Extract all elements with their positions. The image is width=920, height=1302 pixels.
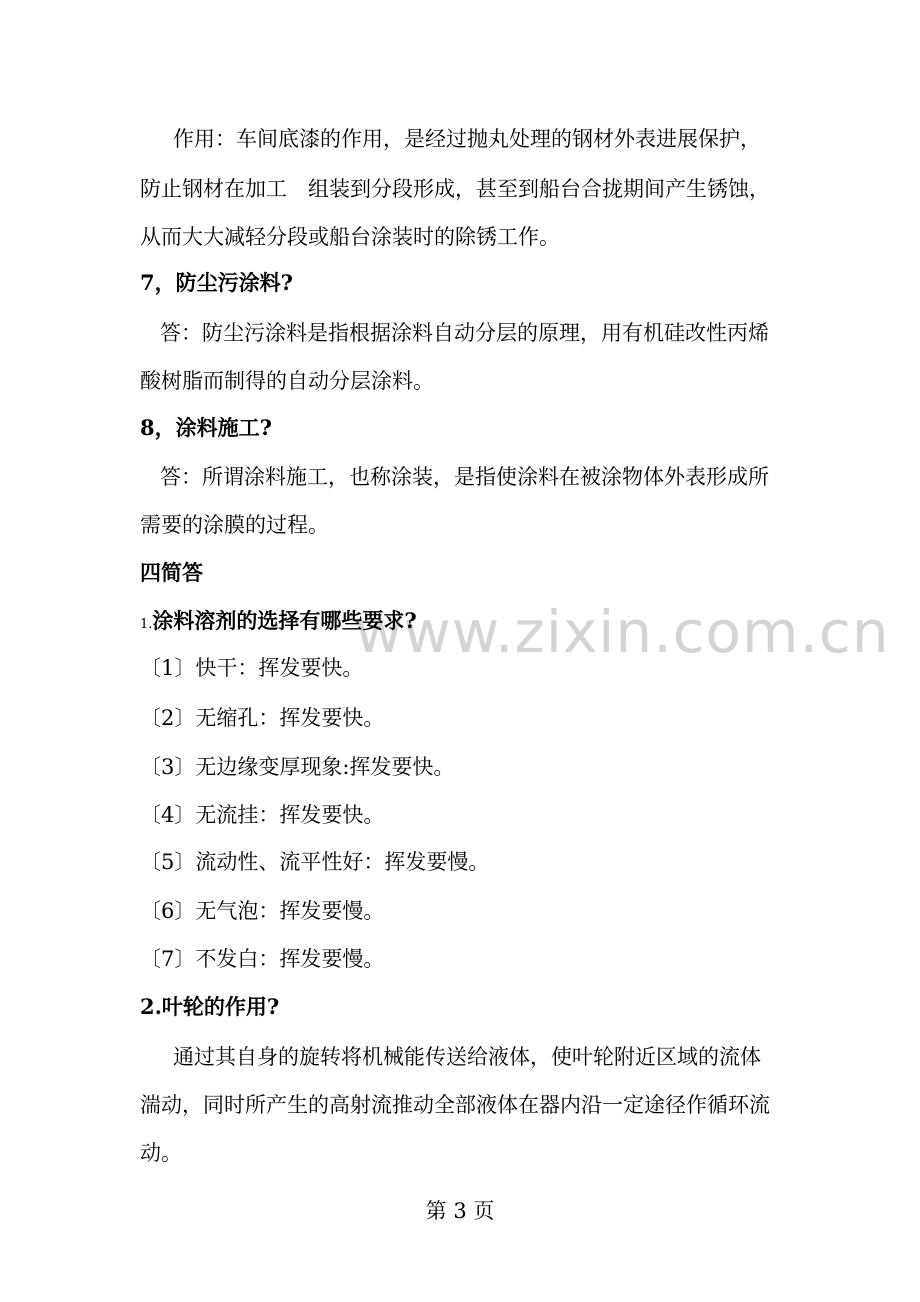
question-heading: 2.叶轮的作用? [140,994,280,1019]
list-item: 〔7〕不发白：挥发要慢。 [140,947,385,971]
question-heading: 8，涂料施工? [140,415,272,440]
page-number: 第 3 页 [425,1199,495,1223]
answer-line: 湍动，同时所产生的高射流推动全部液体在器内沿一定途径作循环流 [140,1093,770,1117]
list-item: 〔1〕快干：挥发要快。 [140,656,364,680]
paragraph-line: 防止钢材在加工 组装到分段形成，甚至到船台合拢期间产生锈蚀， [140,177,770,201]
question-heading: 7，防尘污涂料? [140,270,293,295]
answer-line: 通过其自身的旋转将机械能传送给液体，使叶轮附近区域的流体 [173,1045,761,1069]
answer-line: 答：所谓涂料施工，也称涂装，是指使涂料在被涂物体外表形成所 [160,465,769,489]
answer-line: 答：防尘污涂料是指根据涂料自动分层的原理，用有机硅改性丙烯 [160,321,769,345]
list-item: 〔2〕无缩孔：挥发要快。 [140,706,385,730]
answer-line: 需要的涂膜的过程。 [140,513,329,537]
paragraph-line: 作用：车间底漆的作用，是经过抛丸处理的钢材外表进展保护， [173,127,761,151]
answer-line: 动。 [140,1141,182,1165]
list-item: 〔5〕流动性、流平性好：挥发要慢。 [140,850,490,874]
list-item: 〔6〕无气泡：挥发要慢。 [140,899,385,923]
question-heading [140,606,417,640]
list-item: 〔4〕无流挂：挥发要快。 [140,803,385,827]
list-item: 〔3〕无边缘变厚现象:挥发要快。 [140,755,455,779]
question-number: 1. [140,617,153,632]
watermark-text: www.zixin.com.cn [355,598,890,666]
paragraph-line: 从而大大减轻分段或船台涂装时的除锈工作。 [140,225,560,249]
answer-line: 酸树脂而制得的自动分层涂料。 [140,369,434,393]
question-text: 涂料溶剂的选择有哪些要求? [152,608,417,633]
section-heading: 四简答 [140,560,203,585]
